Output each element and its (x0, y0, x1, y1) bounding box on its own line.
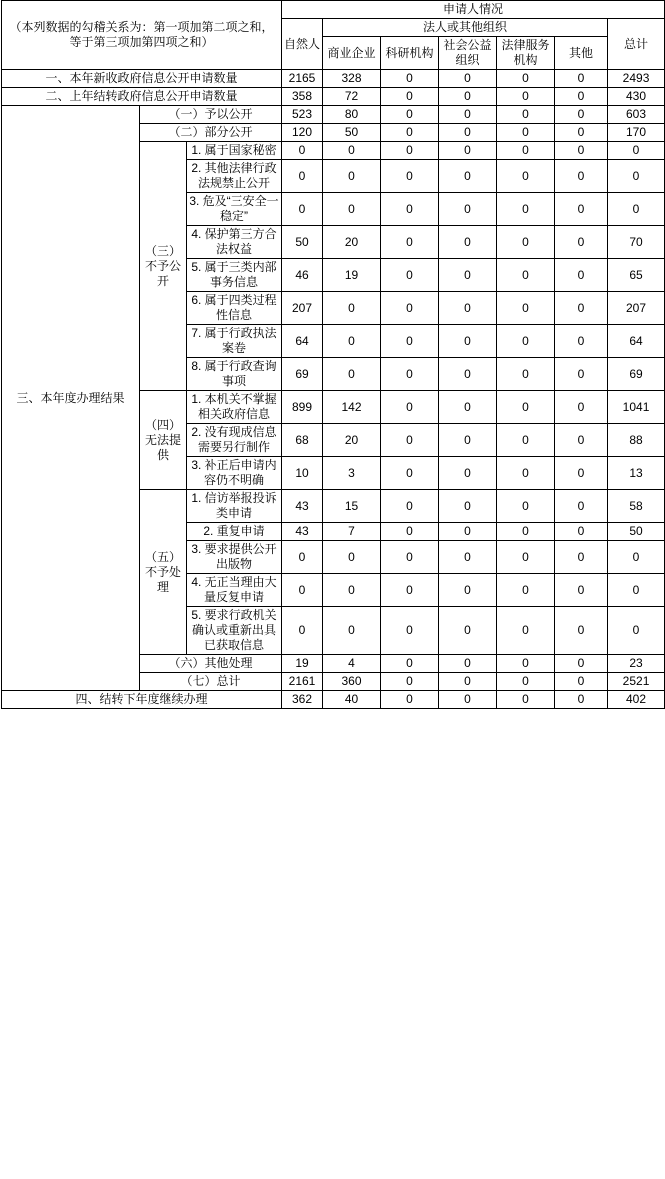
cell-4-1-natural: 899 (282, 391, 323, 424)
cell-3-8-legal: 0 (497, 358, 555, 391)
cell-g6-legal: 0 (497, 655, 555, 673)
cell-3-1-legal: 0 (497, 142, 555, 160)
cell-5-1-research: 0 (381, 490, 439, 523)
cell-g6-business: 4 (323, 655, 381, 673)
cell-4-2-legal: 0 (497, 424, 555, 457)
cell-1-natural: 2165 (282, 70, 323, 88)
cell-3-8-other: 0 (555, 358, 608, 391)
group-label-5: （五）不予处理 (140, 490, 187, 655)
cell-4-1-other: 0 (555, 391, 608, 424)
cell-3-8-social: 0 (439, 358, 497, 391)
header-col-natural: 自然人 (282, 19, 323, 70)
row-label-4: 四、结转下年度继续办理 (2, 691, 282, 709)
cell-4-2-research: 0 (381, 424, 439, 457)
cell-3-1-total: 0 (608, 142, 665, 160)
cell-4-business: 40 (323, 691, 381, 709)
cell-5-5-other: 0 (555, 607, 608, 655)
cell-4-3-social: 0 (439, 457, 497, 490)
cell-g1-total: 603 (608, 106, 665, 124)
table-row (2, 106, 665, 124)
item-label-3-8: 8. 属于行政查询事项 (187, 358, 282, 391)
cell-5-5-natural: 0 (282, 607, 323, 655)
cell-5-3-natural: 0 (282, 541, 323, 574)
cell-5-5-total: 0 (608, 607, 665, 655)
cell-3-6-business: 0 (323, 292, 381, 325)
cell-g7-natural: 2161 (282, 673, 323, 691)
header-col-other: 其他 (555, 37, 608, 70)
cell-5-4-research: 0 (381, 574, 439, 607)
cell-3-4-business: 20 (323, 226, 381, 259)
cell-5-1-total: 58 (608, 490, 665, 523)
cell-3-7-business: 0 (323, 325, 381, 358)
cell-g1-business: 80 (323, 106, 381, 124)
header-col-business: 商业企业 (323, 37, 381, 70)
item-label-3-7: 7. 属于行政执法案卷 (187, 325, 282, 358)
table-row (2, 70, 665, 88)
cell-5-4-legal: 0 (497, 574, 555, 607)
cell-3-4-natural: 50 (282, 226, 323, 259)
cell-3-1-research: 0 (381, 142, 439, 160)
cell-5-2-natural: 43 (282, 523, 323, 541)
cell-4-total: 402 (608, 691, 665, 709)
cell-g1-other: 0 (555, 106, 608, 124)
cell-5-1-other: 0 (555, 490, 608, 523)
cell-4-social: 0 (439, 691, 497, 709)
cell-3-7-legal: 0 (497, 325, 555, 358)
cell-3-1-business: 0 (323, 142, 381, 160)
cell-3-2-other: 0 (555, 160, 608, 193)
cell-3-5-total: 65 (608, 259, 665, 292)
cell-g6-natural: 19 (282, 655, 323, 673)
header-col-total: 总计 (608, 19, 665, 70)
cell-3-3-legal: 0 (497, 193, 555, 226)
cell-5-5-business: 0 (323, 607, 381, 655)
item-label-5-5: 5. 要求行政机关确认或重新出具已获取信息 (187, 607, 282, 655)
group-label-1: （一）予以公开 (140, 106, 282, 124)
table-header-row-1 (2, 1, 665, 19)
cell-3-6-legal: 0 (497, 292, 555, 325)
cell-2-natural: 358 (282, 88, 323, 106)
cell-g7-legal: 0 (497, 673, 555, 691)
cell-5-1-legal: 0 (497, 490, 555, 523)
cell-3-6-research: 0 (381, 292, 439, 325)
cell-2-total: 430 (608, 88, 665, 106)
item-label-4-1: 1. 本机关不掌握相关政府信息 (187, 391, 282, 424)
item-label-3-3: 3. 危及“三安全一稳定” (187, 193, 282, 226)
cell-5-3-business: 0 (323, 541, 381, 574)
cell-3-2-total: 0 (608, 160, 665, 193)
group-label-6: （六）其他处理 (140, 655, 282, 673)
cell-1-research: 0 (381, 70, 439, 88)
cell-3-1-other: 0 (555, 142, 608, 160)
cell-g6-total: 23 (608, 655, 665, 673)
cell-4-natural: 362 (282, 691, 323, 709)
cell-5-1-social: 0 (439, 490, 497, 523)
government-information-disclosure-table (1, 0, 665, 709)
cell-3-7-social: 0 (439, 325, 497, 358)
cell-4-3-total: 13 (608, 457, 665, 490)
cell-g2-legal: 0 (497, 124, 555, 142)
cell-3-8-business: 0 (323, 358, 381, 391)
cell-5-5-legal: 0 (497, 607, 555, 655)
cell-4-2-total: 88 (608, 424, 665, 457)
cell-4-2-other: 0 (555, 424, 608, 457)
cell-4-1-legal: 0 (497, 391, 555, 424)
header-col-research: 科研机构 (381, 37, 439, 70)
cell-4-2-natural: 68 (282, 424, 323, 457)
cell-3-5-business: 19 (323, 259, 381, 292)
cell-4-2-social: 0 (439, 424, 497, 457)
cell-3-1-natural: 0 (282, 142, 323, 160)
item-label-4-2: 2. 没有现成信息需要另行制作 (187, 424, 282, 457)
cell-3-2-business: 0 (323, 160, 381, 193)
cell-g2-research: 0 (381, 124, 439, 142)
cell-5-3-total: 0 (608, 541, 665, 574)
cell-g2-business: 50 (323, 124, 381, 142)
cell-g7-total: 2521 (608, 673, 665, 691)
cell-3-8-total: 69 (608, 358, 665, 391)
cell-2-business: 72 (323, 88, 381, 106)
cell-5-2-other: 0 (555, 523, 608, 541)
cell-3-8-natural: 69 (282, 358, 323, 391)
cell-4-3-legal: 0 (497, 457, 555, 490)
cell-4-legal: 0 (497, 691, 555, 709)
cell-5-3-legal: 0 (497, 541, 555, 574)
group-label-4: （四）无法提供 (140, 391, 187, 490)
cell-g6-social: 0 (439, 655, 497, 673)
header-note: （本列数据的勾稽关系为：第一项加第二项之和，等于第三项加第四项之和） (2, 1, 282, 70)
cell-3-2-legal: 0 (497, 160, 555, 193)
header-legal-group: 法人或其他组织 (323, 19, 608, 37)
table-row (2, 88, 665, 106)
cell-5-3-social: 0 (439, 541, 497, 574)
cell-2-other: 0 (555, 88, 608, 106)
group-label-3: （三）不予公开 (140, 142, 187, 391)
cell-3-6-social: 0 (439, 292, 497, 325)
cell-3-2-social: 0 (439, 160, 497, 193)
cell-3-2-natural: 0 (282, 160, 323, 193)
item-label-5-4: 4. 无正当理由大量反复申请 (187, 574, 282, 607)
cell-g1-social: 0 (439, 106, 497, 124)
cell-5-4-other: 0 (555, 574, 608, 607)
cell-2-research: 0 (381, 88, 439, 106)
header-col-legal-service: 法律服务机构 (497, 37, 555, 70)
cell-1-business: 328 (323, 70, 381, 88)
item-label-5-3: 3. 要求提供公开出版物 (187, 541, 282, 574)
cell-3-4-research: 0 (381, 226, 439, 259)
cell-3-4-legal: 0 (497, 226, 555, 259)
item-label-3-2: 2. 其他法律行政法规禁止公开 (187, 160, 282, 193)
cell-4-1-social: 0 (439, 391, 497, 424)
cell-3-3-other: 0 (555, 193, 608, 226)
header-applicant-group: 申请人情况 (282, 1, 665, 19)
header-col-social: 社会公益组织 (439, 37, 497, 70)
cell-3-1-social: 0 (439, 142, 497, 160)
item-label-3-4: 4. 保护第三方合法权益 (187, 226, 282, 259)
cell-4-other: 0 (555, 691, 608, 709)
cell-5-5-research: 0 (381, 607, 439, 655)
section-label-3: 三、本年度办理结果 (2, 106, 140, 691)
cell-5-1-business: 15 (323, 490, 381, 523)
cell-4-3-research: 0 (381, 457, 439, 490)
cell-g6-research: 0 (381, 655, 439, 673)
cell-3-7-total: 64 (608, 325, 665, 358)
cell-4-research: 0 (381, 691, 439, 709)
cell-3-7-research: 0 (381, 325, 439, 358)
cell-3-5-natural: 46 (282, 259, 323, 292)
cell-3-5-legal: 0 (497, 259, 555, 292)
cell-3-3-total: 0 (608, 193, 665, 226)
cell-5-4-social: 0 (439, 574, 497, 607)
cell-g7-research: 0 (381, 673, 439, 691)
cell-5-4-natural: 0 (282, 574, 323, 607)
cell-3-2-research: 0 (381, 160, 439, 193)
table-row (2, 691, 665, 709)
cell-4-1-total: 1041 (608, 391, 665, 424)
cell-3-3-business: 0 (323, 193, 381, 226)
cell-5-2-total: 50 (608, 523, 665, 541)
cell-4-1-research: 0 (381, 391, 439, 424)
cell-5-3-research: 0 (381, 541, 439, 574)
cell-4-2-business: 20 (323, 424, 381, 457)
cell-3-4-other: 0 (555, 226, 608, 259)
cell-g7-other: 0 (555, 673, 608, 691)
cell-3-8-research: 0 (381, 358, 439, 391)
cell-3-3-research: 0 (381, 193, 439, 226)
group-label-2: （二）部分公开 (140, 124, 282, 142)
cell-5-2-social: 0 (439, 523, 497, 541)
item-label-5-2: 2. 重复申请 (187, 523, 282, 541)
cell-3-6-total: 207 (608, 292, 665, 325)
cell-g2-other: 0 (555, 124, 608, 142)
cell-3-7-natural: 64 (282, 325, 323, 358)
cell-5-2-legal: 0 (497, 523, 555, 541)
cell-g1-legal: 0 (497, 106, 555, 124)
cell-3-7-other: 0 (555, 325, 608, 358)
cell-3-4-total: 70 (608, 226, 665, 259)
cell-1-legal: 0 (497, 70, 555, 88)
cell-1-other: 0 (555, 70, 608, 88)
cell-2-legal: 0 (497, 88, 555, 106)
cell-5-4-business: 0 (323, 574, 381, 607)
row-label-1: 一、本年新收政府信息公开申请数量 (2, 70, 282, 88)
cell-3-5-social: 0 (439, 259, 497, 292)
cell-5-2-business: 7 (323, 523, 381, 541)
cell-g6-other: 0 (555, 655, 608, 673)
cell-5-3-other: 0 (555, 541, 608, 574)
cell-g2-social: 0 (439, 124, 497, 142)
group-label-7: （七）总计 (140, 673, 282, 691)
cell-4-3-business: 3 (323, 457, 381, 490)
cell-3-4-social: 0 (439, 226, 497, 259)
cell-3-5-other: 0 (555, 259, 608, 292)
cell-3-3-natural: 0 (282, 193, 323, 226)
cell-1-social: 0 (439, 70, 497, 88)
cell-3-6-natural: 207 (282, 292, 323, 325)
cell-3-6-other: 0 (555, 292, 608, 325)
cell-5-2-research: 0 (381, 523, 439, 541)
cell-g7-social: 0 (439, 673, 497, 691)
item-label-5-1: 1. 信访举报投诉类申请 (187, 490, 282, 523)
cell-5-1-natural: 43 (282, 490, 323, 523)
cell-4-3-natural: 10 (282, 457, 323, 490)
cell-4-1-business: 142 (323, 391, 381, 424)
cell-g1-research: 0 (381, 106, 439, 124)
cell-3-5-research: 0 (381, 259, 439, 292)
cell-g2-total: 170 (608, 124, 665, 142)
cell-5-5-social: 0 (439, 607, 497, 655)
cell-1-total: 2493 (608, 70, 665, 88)
row-label-2: 二、上年结转政府信息公开申请数量 (2, 88, 282, 106)
cell-g7-business: 360 (323, 673, 381, 691)
cell-g1-natural: 523 (282, 106, 323, 124)
item-label-3-5: 5. 属于三类内部事务信息 (187, 259, 282, 292)
item-label-3-1: 1. 属于国家秘密 (187, 142, 282, 160)
item-label-4-3: 3. 补正后申请内容仍不明确 (187, 457, 282, 490)
cell-2-social: 0 (439, 88, 497, 106)
cell-3-3-social: 0 (439, 193, 497, 226)
cell-4-3-other: 0 (555, 457, 608, 490)
cell-g2-natural: 120 (282, 124, 323, 142)
cell-5-4-total: 0 (608, 574, 665, 607)
item-label-3-6: 6. 属于四类过程性信息 (187, 292, 282, 325)
